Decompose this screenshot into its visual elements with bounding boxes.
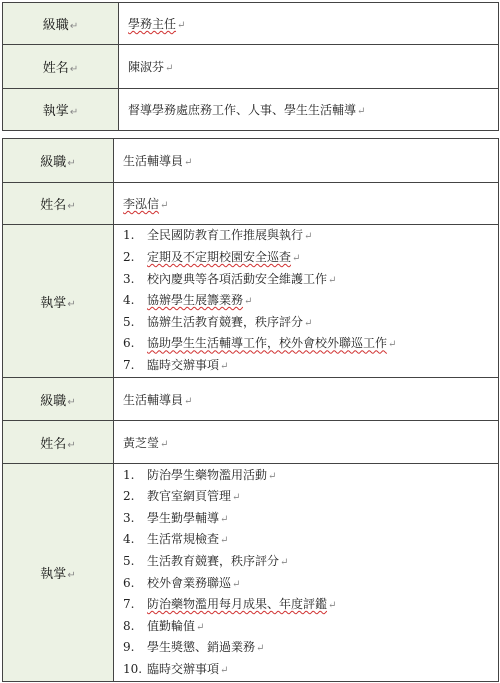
duty-label: 執掌	[42, 104, 69, 119]
list-item: 6. 校外會業務聯巡↵	[123, 573, 498, 595]
duty-list-cell	[114, 225, 499, 378]
rank-label-cell: 級職↵	[3, 3, 119, 45]
list-item: 2. 教官室網頁管理↵	[123, 486, 498, 508]
item-text: 學生獎懲、銷過業務	[147, 640, 256, 655]
list-item: 3. 學生勤學輔導↵	[123, 508, 498, 530]
list-item: 4. 生活常規檢查↵	[123, 529, 498, 551]
name-value: 李泓信	[123, 197, 160, 211]
list-item: 3. 校內慶典等各項活動安全維護工作↵	[123, 269, 498, 291]
item-number: 4.	[123, 532, 135, 547]
item-number: 6.	[123, 336, 135, 351]
duty-value: 督導學務處庶務工作、人事、學生生活輔導	[128, 103, 357, 117]
item-text: 協辦生活教育競賽，秩序評分	[147, 314, 304, 329]
duty-label-cell: 執掌↵	[3, 89, 119, 131]
item-number: 6.	[123, 575, 135, 590]
item-text: 協辦學生展籌業務	[147, 293, 244, 308]
duty-list	[123, 465, 498, 681]
staff-table	[2, 138, 499, 682]
item-text: 臨時交辦事項	[147, 661, 220, 676]
duty-label-cell: 執掌↵	[3, 464, 114, 682]
item-text: 校內慶典等各項活動安全維護工作	[147, 271, 328, 286]
item-text: 生活常規檢查	[147, 532, 220, 547]
rank-value-cell: 生活輔導員↵	[114, 378, 499, 421]
item-number: 1.	[123, 467, 135, 482]
rank-value-cell: 學務主任↵	[119, 3, 499, 45]
item-text: 協助學生生活輔導工作，校外會校外聯巡工作	[147, 336, 388, 351]
list-item: 7. 臨時交辦事項↵	[123, 355, 498, 377]
table-row	[3, 421, 499, 464]
name-label-cell: 姓名↵	[3, 183, 114, 225]
item-number: 2.	[123, 489, 135, 504]
list-item: 1. 全民國防教育工作推展與執行↵	[123, 225, 498, 247]
item-number: 7.	[123, 597, 135, 612]
item-number: 8.	[123, 618, 135, 633]
name-value-cell: 黃芝瑩↵	[114, 421, 499, 464]
item-text: 值勤輪值	[147, 618, 196, 633]
list-item: 6. 協助學生生活輔導工作，校外會校外聯巡工作↵	[123, 333, 498, 355]
rank-label-cell: 級職↵	[3, 139, 114, 183]
table-row	[3, 89, 499, 131]
item-text: 生活教育競賽，秩序評分	[147, 553, 280, 568]
item-number: 7.	[123, 357, 135, 372]
duty-label: 執掌	[40, 567, 67, 582]
name-label: 姓名	[40, 436, 67, 452]
item-text: 教官室網頁管理	[147, 489, 232, 504]
item-number: 5.	[123, 553, 135, 568]
item-text: 校外會業務聯巡	[147, 575, 232, 590]
rank-label-cell: 級職↵	[3, 378, 114, 421]
item-number: 2.	[123, 250, 135, 265]
duty-value-cell: 督導學務處庶務工作、人事、學生生活輔導↵	[119, 89, 499, 131]
item-number: 3.	[123, 510, 135, 525]
item-number: 4.	[123, 293, 135, 308]
list-item: 10. 臨時交辦事項↵	[123, 659, 498, 681]
rank-label: 級職	[40, 155, 67, 170]
list-item: 1. 防治學生藥物濫用活動↵	[123, 465, 498, 487]
table-row	[3, 464, 499, 682]
duty-list	[123, 225, 498, 376]
name-value-cell: 陳淑芬↵	[119, 45, 499, 89]
list-item: 2. 定期及不定期校園安全巡查↵	[123, 247, 498, 269]
duty-label-cell: 執掌↵	[3, 225, 114, 378]
list-item: 4. 協辦學生展籌業務↵	[123, 290, 498, 312]
name-value-cell: 李泓信↵	[114, 183, 499, 225]
list-item: 5. 生活教育競賽，秩序評分↵	[123, 551, 498, 573]
table-row	[3, 139, 499, 183]
table-row	[3, 3, 499, 45]
list-item: 9. 學生獎懲、銷過業務↵	[123, 637, 498, 659]
item-number: 5.	[123, 314, 135, 329]
name-value: 陳淑芬	[128, 60, 165, 74]
item-text: 定期及不定期校園安全巡查	[147, 250, 292, 265]
table-row	[3, 378, 499, 421]
table-row	[3, 225, 499, 378]
item-text: 臨時交辦事項	[147, 357, 220, 372]
table-row	[3, 183, 499, 225]
rank-value-cell: 生活輔導員↵	[114, 139, 499, 183]
director-table	[2, 2, 499, 131]
item-text: 學生勤學輔導	[147, 510, 220, 525]
item-number: 1.	[123, 228, 135, 243]
rank-value: 生活輔導員	[123, 392, 184, 407]
list-item: 5. 協辦生活教育競賽，秩序評分↵	[123, 312, 498, 334]
item-number: 3.	[123, 271, 135, 286]
rank-label: 級職	[42, 18, 69, 33]
list-item: 7. 防治藥物濫用每月成果、年度評鑑↵	[123, 594, 498, 616]
table-row	[3, 45, 499, 89]
name-label: 姓名	[42, 61, 69, 76]
list-item: 8. 值勤輪值↵	[123, 616, 498, 638]
duty-label: 執掌	[40, 295, 67, 311]
rank-value: 生活輔導員	[123, 154, 184, 168]
item-text: 防治藥物濫用每月成果、年度評鑑	[147, 597, 328, 612]
item-text: 全民國防教育工作推展與執行	[147, 228, 304, 243]
name-label: 姓名	[40, 198, 67, 213]
name-label-cell: 姓名↵	[3, 421, 114, 464]
duty-list-cell	[114, 464, 499, 682]
item-number: 10.	[123, 661, 143, 676]
rank-label: 級職	[40, 393, 67, 409]
name-value: 黃芝瑩	[123, 435, 160, 450]
name-label-cell: 姓名↵	[3, 45, 119, 89]
item-text: 防治學生藥物濫用活動	[147, 467, 268, 482]
item-number: 9.	[123, 640, 135, 655]
rank-value: 學務主任	[128, 17, 177, 31]
